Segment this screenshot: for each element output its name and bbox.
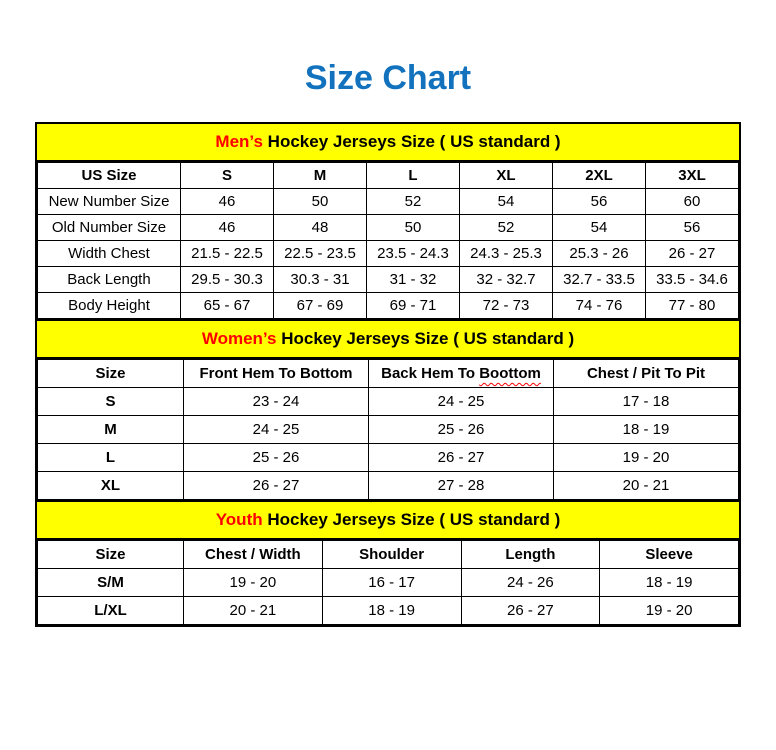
row-label: Body Height xyxy=(38,293,181,319)
table-row xyxy=(38,569,739,597)
size-value: 50 xyxy=(274,189,367,215)
size-value: 23 - 24 xyxy=(184,388,369,416)
row-label: Back Length xyxy=(38,267,181,293)
mens-header-cell: S xyxy=(181,163,274,189)
mens-section-banner xyxy=(37,124,739,162)
mens-header-cell: 2XL xyxy=(553,163,646,189)
mens-banner-text: Hockey Jerseys Size ( US standard ) xyxy=(262,132,561,151)
size-value: 18 - 19 xyxy=(554,416,739,444)
womens-header-cell xyxy=(369,360,554,388)
size-value: 56 xyxy=(646,215,739,241)
youth-header-cell: Shoulder xyxy=(322,541,461,569)
size-value: 23.5 - 24.3 xyxy=(367,241,460,267)
size-value: 29.5 - 30.3 xyxy=(181,267,274,293)
womens-section-banner xyxy=(37,319,739,359)
youth-header-cell: Length xyxy=(461,541,600,569)
table-row xyxy=(38,267,739,293)
size-value: 25 - 26 xyxy=(184,444,369,472)
table-row xyxy=(38,472,739,500)
table-row xyxy=(38,293,739,319)
size-value: 26 - 27 xyxy=(184,472,369,500)
table-row xyxy=(38,241,739,267)
size-value: 30.3 - 31 xyxy=(274,267,367,293)
womens-banner-text: Hockey Jerseys Size ( US standard ) xyxy=(276,329,575,348)
size-value: 56 xyxy=(553,189,646,215)
size-key: M xyxy=(38,416,184,444)
table-row xyxy=(38,215,739,241)
size-value: 50 xyxy=(367,215,460,241)
size-value: 19 - 20 xyxy=(600,597,739,625)
table-row xyxy=(38,597,739,625)
size-value: 48 xyxy=(274,215,367,241)
table-row xyxy=(38,444,739,472)
size-value: 24 - 26 xyxy=(461,569,600,597)
womens-header-cell: Size xyxy=(38,360,184,388)
size-value: 69 - 71 xyxy=(367,293,460,319)
size-value: 54 xyxy=(553,215,646,241)
table-row xyxy=(38,388,739,416)
mens-header-cell: M xyxy=(274,163,367,189)
size-value: 52 xyxy=(367,189,460,215)
misspelled-word: Boottom xyxy=(479,365,541,382)
youth-banner-text: Hockey Jerseys Size ( US standard ) xyxy=(262,510,561,529)
size-value: 31 - 32 xyxy=(367,267,460,293)
size-value: 77 - 80 xyxy=(646,293,739,319)
size-value: 17 - 18 xyxy=(554,388,739,416)
size-value: 67 - 69 xyxy=(274,293,367,319)
size-value: 24 - 25 xyxy=(184,416,369,444)
size-value: 32.7 - 33.5 xyxy=(553,267,646,293)
size-value: 72 - 73 xyxy=(460,293,553,319)
table-row xyxy=(38,189,739,215)
size-value: 20 - 21 xyxy=(554,472,739,500)
youth-header-cell: Sleeve xyxy=(600,541,739,569)
size-value: 27 - 28 xyxy=(369,472,554,500)
size-value: 19 - 20 xyxy=(554,444,739,472)
size-key: S/M xyxy=(38,569,184,597)
mens-header-cell: 3XL xyxy=(646,163,739,189)
size-value: 26 - 27 xyxy=(461,597,600,625)
header-text: Back Hem To xyxy=(381,365,480,382)
mens-header-row xyxy=(38,163,739,189)
mens-banner-highlight: Men’s xyxy=(215,132,263,151)
size-value: 21.5 - 22.5 xyxy=(181,241,274,267)
size-value: 54 xyxy=(460,189,553,215)
youth-header-cell: Chest / Width xyxy=(184,541,323,569)
size-value: 24 - 25 xyxy=(369,388,554,416)
size-value: 24.3 - 25.3 xyxy=(460,241,553,267)
size-value: 60 xyxy=(646,189,739,215)
womens-size-table xyxy=(37,359,739,500)
size-value: 19 - 20 xyxy=(184,569,323,597)
row-label: Width Chest xyxy=(38,241,181,267)
size-value: 65 - 67 xyxy=(181,293,274,319)
size-key: XL xyxy=(38,472,184,500)
youth-size-table xyxy=(37,540,739,625)
mens-size-table xyxy=(37,162,739,319)
womens-header-cell: Front Hem To Bottom xyxy=(184,360,369,388)
size-key: L/XL xyxy=(38,597,184,625)
row-label: Old Number Size xyxy=(38,215,181,241)
size-key: L xyxy=(38,444,184,472)
womens-header-cell: Chest / Pit To Pit xyxy=(554,360,739,388)
row-label: New Number Size xyxy=(38,189,181,215)
size-value: 46 xyxy=(181,189,274,215)
table-row xyxy=(38,416,739,444)
youth-header-row xyxy=(38,541,739,569)
size-value: 18 - 19 xyxy=(600,569,739,597)
size-value: 52 xyxy=(460,215,553,241)
size-value: 25.3 - 26 xyxy=(553,241,646,267)
size-value: 32 - 32.7 xyxy=(460,267,553,293)
size-value: 46 xyxy=(181,215,274,241)
page-title: Size Chart xyxy=(304,59,472,97)
youth-banner-highlight: Youth xyxy=(215,510,263,529)
mens-header-cell: US Size xyxy=(38,163,181,189)
size-value: 26 - 27 xyxy=(369,444,554,472)
mens-header-cell: L xyxy=(367,163,460,189)
size-value: 16 - 17 xyxy=(322,569,461,597)
size-key: S xyxy=(38,388,184,416)
size-value: 18 - 19 xyxy=(322,597,461,625)
mens-header-cell: XL xyxy=(460,163,553,189)
size-value: 26 - 27 xyxy=(646,241,739,267)
size-value: 74 - 76 xyxy=(553,293,646,319)
size-value: 33.5 - 34.6 xyxy=(646,267,739,293)
youth-section-banner xyxy=(37,500,739,540)
size-value: 25 - 26 xyxy=(369,416,554,444)
youth-header-cell: Size xyxy=(38,541,184,569)
womens-header-row xyxy=(38,360,739,388)
size-chart-tables xyxy=(35,122,741,627)
size-value: 20 - 21 xyxy=(184,597,323,625)
size-value: 22.5 - 23.5 xyxy=(274,241,367,267)
womens-banner-highlight: Women’s xyxy=(201,329,277,348)
